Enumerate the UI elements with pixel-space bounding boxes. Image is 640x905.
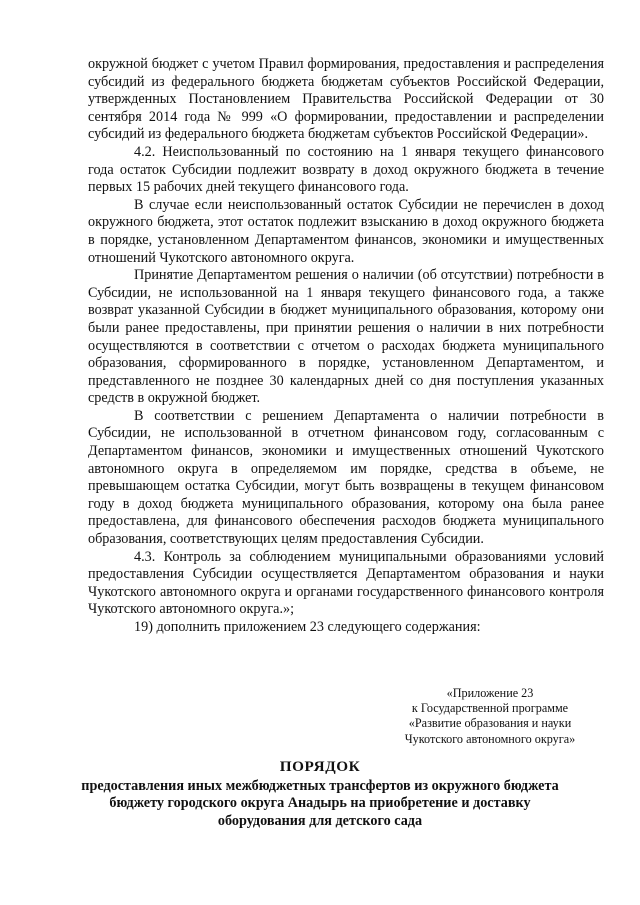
paragraph-unused-balance: В случае если неиспользованный остаток Субсидии не перечислен в доход окружного бюджета, этот остаток подлежит взысканию в доход окружного бюджета в порядке, установленном Департаментом финансов, экономики и имущественных отношений Чукотского автономного округа. <box>88 196 604 266</box>
appendix-header <box>390 686 590 747</box>
document-body <box>88 56 604 637</box>
paragraph-decision: Принятие Департаментом решения о наличии (об отсутствии) потребности в Субсидии, не использованной на 1 января текущего финансового года, а также возврат указанной Субсидии в бюджет муниципального образования, которому они были ранее предоставлены, при принятии решения о наличии в них потребности осуществляются в соответствии с отчетом о расходах бюджета муниципального образования, сформированного в порядке, установленном Департаментом, и представленного не позднее 30 календарных дней со дня поступления указанных средств в окружной бюджет. <box>88 267 604 407</box>
paragraph-return-funds: В соответствии с решением Департамента о наличии потребности в Субсидии, не использованной в отчетном финансовом году, согласованным с Департаментом финансов, экономики и имущественных отношений Чукотского автономного округа в определяемом им порядке, средства в объеме, не превышающем остатка Субсидии, могут быть возвращены в текущем финансовом году в доход бюджета муниципального образования, которому она была ранее предоставлена, для финансового обеспечения расходов бюджета муниципального образования, соответствующих целям предоставления Субсидии. <box>88 407 604 548</box>
appendix-line: к Государственной программе <box>411 701 569 716</box>
title-heading: ПОРЯДОК <box>279 758 361 775</box>
title-line: оборудования для детского сада <box>217 812 423 829</box>
appendix-line: Чукотского автономного округа» <box>404 731 576 746</box>
paragraph-continuation: окружной бюджет с учетом Правил формирования, предоставления и распределения субсидий из федерального бюджета бюджетам субъектов Российской Федерации, утвержденных Постановлением Правительства Российской Федерации от 30 сентября 2014 года № 999 «О формировании, предоставлении и распределении субсидий из федерального бюджета бюджетам субъектов Российской Федерации». <box>88 56 604 143</box>
title-line: предоставления иных межбюджетных трансфертов из окружного бюджета <box>81 777 559 794</box>
title-line: бюджету городского округа Анадырь на приобретение и доставку <box>109 795 531 812</box>
paragraph-4-3: 4.3. Контроль за соблюдением муниципальными образованиями условий предоставления Субсидии осуществляется Департаментом образования и науки Чукотского автономного округа и органами государственного финансового контроля Чукотского автономного округа.»; <box>88 548 604 618</box>
appendix-line: «Развитие образования и науки <box>408 716 572 731</box>
paragraph-item-19: 19) дополнить приложением 23 следующего содержания: <box>134 619 481 635</box>
appendix-line: «Приложение 23 <box>446 686 534 700</box>
paragraph-4-2: 4.2. Неиспользованный по состоянию на 1 января текущего финансового года остаток Субсидии подлежит возврату в доход окружного бюджета в течение первых 15 рабочих дней текущего финансового года. <box>88 143 604 196</box>
document-title <box>60 758 580 830</box>
